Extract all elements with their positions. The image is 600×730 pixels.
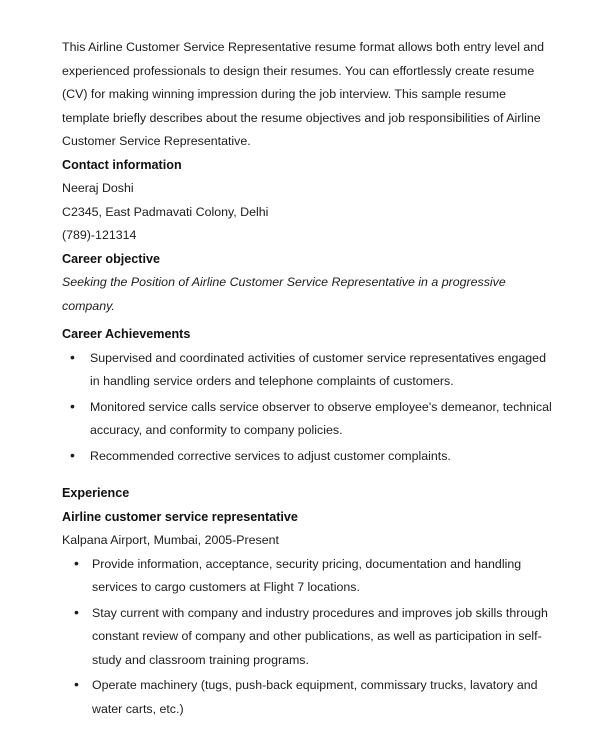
list-item: • Operate machinery (tugs, push-back equipment, commissary trucks, lavatory and water carts, etc.)	[62, 674, 556, 721]
section-heading-experience: Experience	[62, 486, 130, 500]
section-heading-career-achievements: Career Achievements	[62, 327, 191, 341]
experience-list	[62, 553, 556, 722]
contact-name: Neeraj Doshi	[62, 181, 134, 195]
list-item: • Supervised and coordinated activities of customer service representatives engaged in handling service orders and telephone complaints of customers.	[62, 347, 556, 394]
experience-employer: Kalpana Airport, Mumbai, 2005-Present	[62, 533, 279, 547]
intro-paragraph: This Airline Customer Service Representative resume format allows both entry level and experienced professionals to design their resumes. You can effortlessly create resume (CV) for making winning impression during the job interview. This sample resume template briefly describes about the resume objectives and job responsibilities of Airline Customer Service Representative.	[62, 40, 545, 148]
contact-phone: (789)-121314	[62, 228, 137, 242]
list-item: • Recommended corrective services to adjust customer complaints.	[62, 445, 556, 469]
list-item: • Provide information, acceptance, security pricing, documentation and handling services to cargo customers at Flight 7 locations.	[62, 553, 556, 600]
career-objective-text: Seeking the Position of Airline Customer Service Representative in a progressive company.	[62, 275, 506, 313]
section-heading-career-objective: Career objective	[62, 251, 161, 266]
list-item: • Stay current with company and industry procedures and improves job skills through constant review of company and other publications, as well as participation in self-study and classroom training programs.	[62, 602, 556, 673]
career-achievements-list	[62, 347, 556, 469]
section-heading-contact-information: Contact information	[62, 157, 182, 172]
experience-job-title: Airline customer service representative	[62, 509, 298, 524]
contact-information-block	[62, 177, 556, 248]
list-item: • Monitored service calls service observer to observe employee's demeanor, technical accuracy, and conformity to company policies.	[62, 396, 556, 443]
contact-address: C2345, East Padmavati Colony, Delhi	[62, 204, 269, 219]
spacer	[62, 470, 556, 482]
